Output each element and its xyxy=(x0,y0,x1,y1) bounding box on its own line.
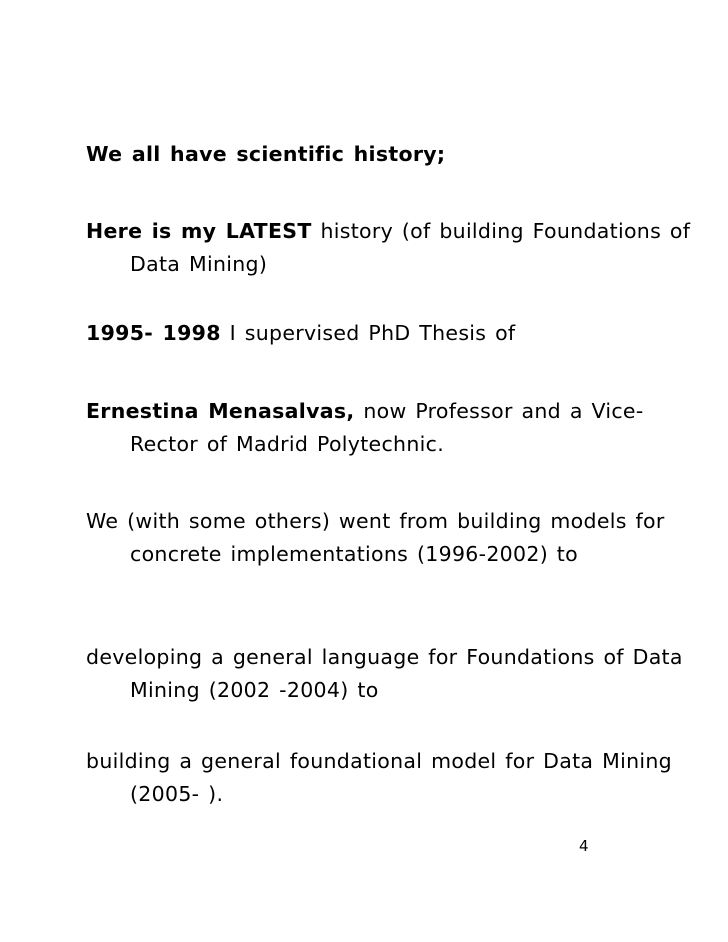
foundational-text: building a general foundational model for Data Mining (2005- ). xyxy=(86,749,672,806)
latest-text: history (of building Foundations of Data Mining) xyxy=(130,219,691,276)
intro-text: We all have scientific history; xyxy=(86,142,446,166)
person-name: Ernestina Menasalvas, xyxy=(86,399,355,423)
person-paragraph xyxy=(86,395,710,461)
latest-history-paragraph xyxy=(86,215,710,281)
thesis-paragraph xyxy=(86,317,710,350)
foundational-paragraph xyxy=(86,745,710,811)
models-paragraph xyxy=(86,505,710,571)
latest-heading: Here is my LATEST xyxy=(86,219,312,243)
intro-line xyxy=(86,138,710,171)
page-number: 4 xyxy=(579,837,589,855)
language-text: developing a general language for Foundations of Data Mining (2002 -2004) to xyxy=(86,645,683,702)
models-text: We (with some others) went from building models for concrete implementations (1996-2002) to xyxy=(86,509,665,566)
thesis-years: 1995- 1998 xyxy=(86,321,221,345)
person-text: now Professor and a Vice-Rector of Madrid Polytechnic. xyxy=(130,399,644,456)
thesis-text: I supervised PhD Thesis of xyxy=(229,321,516,345)
language-paragraph xyxy=(86,641,710,707)
